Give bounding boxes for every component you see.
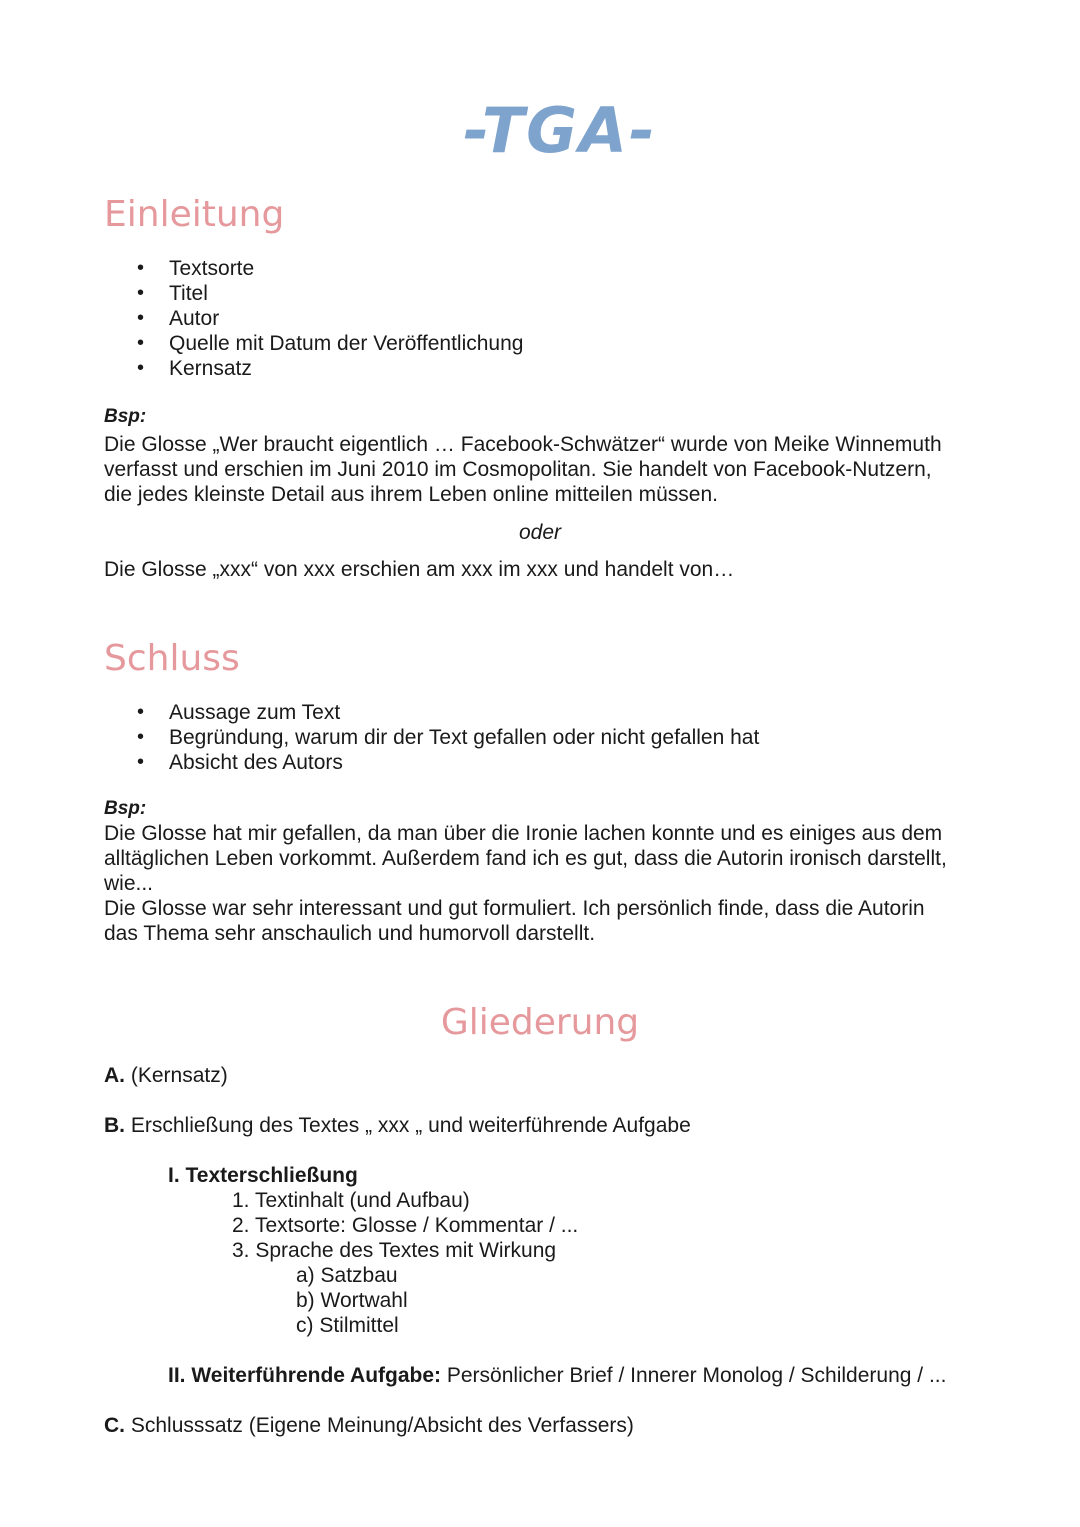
einleitung-template: Die Glosse „xxx“ von xxx erschien am xxx im xxx und handelt von…: [104, 558, 735, 581]
list-item: c) Stilmittel: [296, 1314, 399, 1337]
heading-schluss: Schluss: [104, 638, 240, 679]
heading-gliederung: Gliederung: [440, 1002, 640, 1043]
list-item: 3. Sprache des Textes mit Wirkung: [232, 1239, 557, 1262]
example-line: das Thema sehr anschaulich und humorvoll darstellt.: [104, 922, 596, 945]
oder-separator: oder: [518, 521, 562, 544]
example-line: Die Glosse „Wer braucht eigentlich … Facebook-Schwätzer“ wurde von Meike Winnemuth: [104, 433, 942, 456]
list-item: 2. Textsorte: Glosse / Kommentar / ...: [232, 1214, 579, 1237]
outline-ii: [168, 1363, 946, 1388]
outline-c-text: Schlusssatz (Eigene Meinung/Absicht des Verfassers): [130, 1414, 634, 1437]
schluss-example: [104, 821, 947, 946]
list-item: • Titel: [104, 281, 523, 306]
list-item: • Textsorte: [104, 256, 523, 281]
heading-einleitung: Einleitung: [104, 194, 285, 235]
example-line: verfasst und erschien im Juni 2010 im Cosmopolitan. Sie handelt von Facebook-Nutzern,: [104, 458, 932, 481]
example-line: alltäglichen Leben vorkommt. Außerdem fand ich es gut, dass die Autorin ironisch darstellt,: [104, 847, 947, 870]
einleitung-bullet-list: [104, 256, 523, 381]
outline-b: [104, 1113, 691, 1138]
list-item: b) Wortwahl: [296, 1289, 408, 1312]
schluss-bsp-label: Bsp:: [104, 798, 147, 819]
outline-c-label: C.: [104, 1414, 125, 1437]
outline-i-heading: I. Texterschließung: [168, 1164, 358, 1187]
outline-c: [104, 1413, 634, 1438]
outline-i-label: [168, 1163, 358, 1188]
outline-b-text: Erschließung des Textes „ xxx „ und weiterführende Aufgabe: [130, 1114, 691, 1137]
example-line: Die Glosse war sehr interessant und gut formuliert. Ich persönlich finde, dass die Autorin: [104, 897, 925, 920]
list-item: • Autor: [104, 306, 523, 331]
outline-i-items: [232, 1188, 578, 1263]
outline-b-label: B.: [104, 1114, 125, 1137]
list-item: • Kernsatz: [104, 356, 523, 381]
list-item: • Quelle mit Datum der Veröffentlichung: [104, 331, 523, 356]
page-title: -TGA-: [463, 94, 657, 167]
list-item: • Begründung, warum dir der Text gefallen oder nicht gefallen hat: [104, 725, 759, 750]
outline-a-text: (Kernsatz): [130, 1064, 228, 1087]
list-item: a) Satzbau: [296, 1264, 398, 1287]
outline-ii-text: Persönlicher Brief / Innerer Monolog / Schilderung / ...: [446, 1364, 947, 1387]
example-line: wie...: [104, 872, 154, 895]
list-item: • Absicht des Autors: [104, 750, 759, 775]
schluss-bullet-list: [104, 700, 759, 775]
list-item: • Aussage zum Text: [104, 700, 759, 725]
outline-ii-label: II. Weiterführende Aufgabe:: [168, 1364, 442, 1387]
example-line: die jedes kleinste Detail aus ihrem Leben online mitteilen müssen.: [104, 483, 719, 506]
einleitung-example: [104, 432, 942, 507]
example-line: Die Glosse hat mir gefallen, da man über die Ironie lachen konnte und es einiges aus dem: [104, 822, 943, 845]
outline-i-subitems: [296, 1263, 408, 1338]
outline-a: [104, 1063, 228, 1088]
einleitung-bsp-label: Bsp:: [104, 406, 147, 427]
list-item: 1. Textinhalt (und Aufbau): [232, 1189, 470, 1212]
outline-a-label: A.: [104, 1064, 125, 1087]
